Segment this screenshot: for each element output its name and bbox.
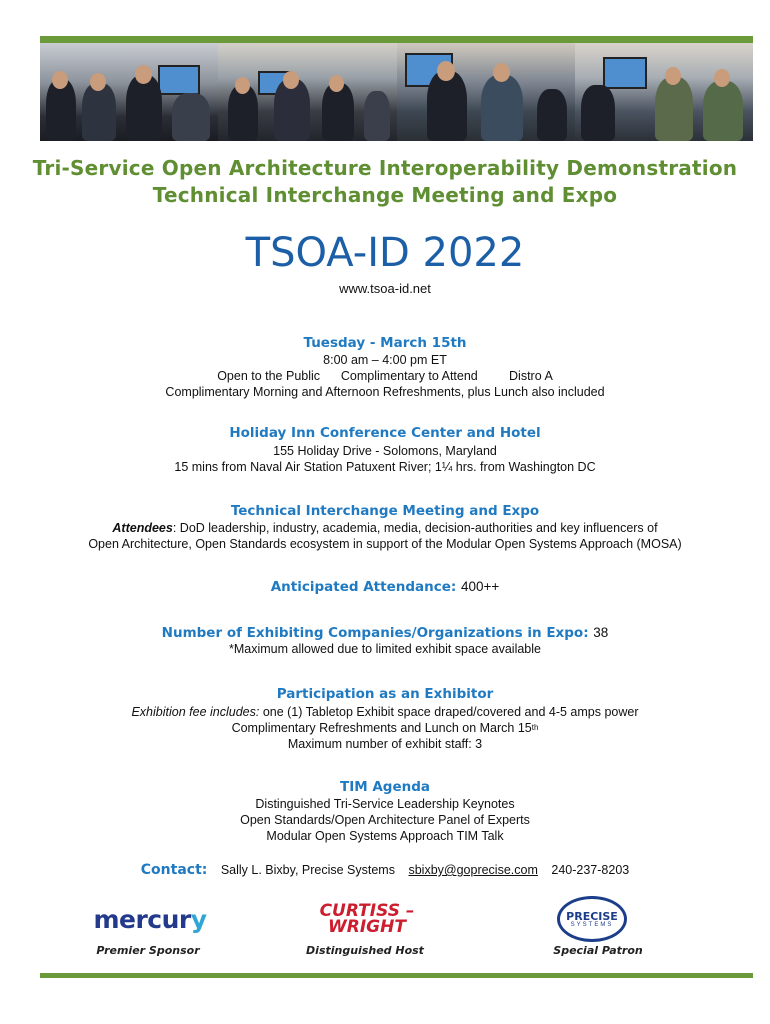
distinguished-host-caption: Distinguished Host <box>306 944 424 957</box>
top-green-rule <box>40 36 753 43</box>
exhibition-fee <box>0 704 770 720</box>
bottom-green-rule <box>40 973 753 978</box>
event-subtitle-line-1: Tri-Service Open Architecture Interoperability Demonstration <box>32 156 738 180</box>
venue-address: 155 Holiday Drive - Solomons, Maryland <box>273 444 497 458</box>
attendance-line <box>0 579 770 595</box>
access-details <box>0 368 770 384</box>
mercury-logo: mercur y <box>93 904 207 934</box>
access-public: Open to the Public <box>217 369 321 383</box>
access-complimentary: Complimentary to Attend <box>340 369 478 383</box>
exhibitor-refreshments <box>0 720 770 736</box>
contact-name: Sally L. Bixby, Precise Systems <box>220 863 395 877</box>
event-photo-1 <box>40 43 218 141</box>
contact-phone: 240-237-8203 <box>551 863 630 877</box>
event-photo-2 <box>218 43 396 141</box>
event-website-link[interactable]: www.tsoa-id.net <box>339 281 431 296</box>
event-photo-3 <box>397 43 575 141</box>
event-photo-4 <box>575 43 753 141</box>
special-patron-caption: Special Patron <box>553 944 643 957</box>
venue-directions: 15 mins from Naval Air Station Patuxent River; 1¼ hrs. from Washington DC <box>174 460 596 474</box>
event-subtitle-line-2: Technical Interchange Meeting and Expo <box>152 183 618 207</box>
contact-label: Contact: <box>140 862 208 878</box>
attendance-label: Anticipated Attendance: <box>270 579 457 595</box>
exhibitor-refreshments-text: Complimentary Refreshments and Lunch on March 15 <box>231 721 532 735</box>
venue-heading: Holiday Inn Conference Center and Hotel <box>229 425 541 441</box>
agenda-heading: TIM Agenda <box>339 779 431 795</box>
exhibitor-refreshments-sup: th <box>531 723 539 732</box>
attendees-label: Attendees <box>112 521 173 535</box>
exhibitors-line <box>0 625 770 641</box>
contact-line <box>0 862 770 878</box>
fee-label: Exhibition fee includes: <box>131 705 260 719</box>
attendees-text: : DoD leadership, industry, academia, media, decision-authorities and key influencers of <box>172 521 658 535</box>
agenda-item: Distinguished Tri-Service Leadership Keynotes <box>255 797 515 811</box>
exhibit-staff-limit: Maximum number of exhibit staff: 3 <box>287 737 483 751</box>
curtiss-wright-logo: CURTISS – WRIGHT <box>319 901 415 937</box>
agenda-item: Modular Open Systems Approach TIM Talk <box>266 829 504 843</box>
attendees-line-2: Open Architecture, Open Standards ecosystem in support of the Modular Open Systems Approach (MOSA) <box>88 537 682 551</box>
premier-sponsor-caption: Premier Sponsor <box>96 944 200 957</box>
event-time: 8:00 am – 4:00 pm ET <box>323 353 447 367</box>
page-title: TSOA-ID 2022 <box>245 230 525 276</box>
participation-heading: Participation as an Exhibitor <box>276 686 494 702</box>
event-photo-banner <box>40 43 753 141</box>
fee-text: one (1) Tabletop Exhibit space draped/covered and 4-5 amps power <box>262 705 639 719</box>
agenda-item: Open Standards/Open Architecture Panel of Experts <box>240 813 530 827</box>
exhibitors-label: Number of Exhibiting Companies/Organizations in Expo: <box>161 625 589 641</box>
attendance-value: 400++ <box>461 579 500 594</box>
date-heading: Tuesday - March 15th <box>303 335 467 351</box>
attendees-line-1 <box>0 520 770 536</box>
tim-heading: Technical Interchange Meeting and Expo <box>230 503 540 519</box>
exhibitors-value: 38 <box>593 625 609 640</box>
access-distro: Distro A <box>509 369 553 383</box>
refreshments-info: Complimentary Morning and Afternoon Refreshments, plus Lunch also included <box>165 385 605 399</box>
contact-email-link[interactable]: sbixby@goprecise.com <box>408 863 538 877</box>
exhibitors-note: *Maximum allowed due to limited exhibit space available <box>229 642 541 656</box>
precise-systems-logo: PRECISE SYSTEMS <box>556 898 628 940</box>
